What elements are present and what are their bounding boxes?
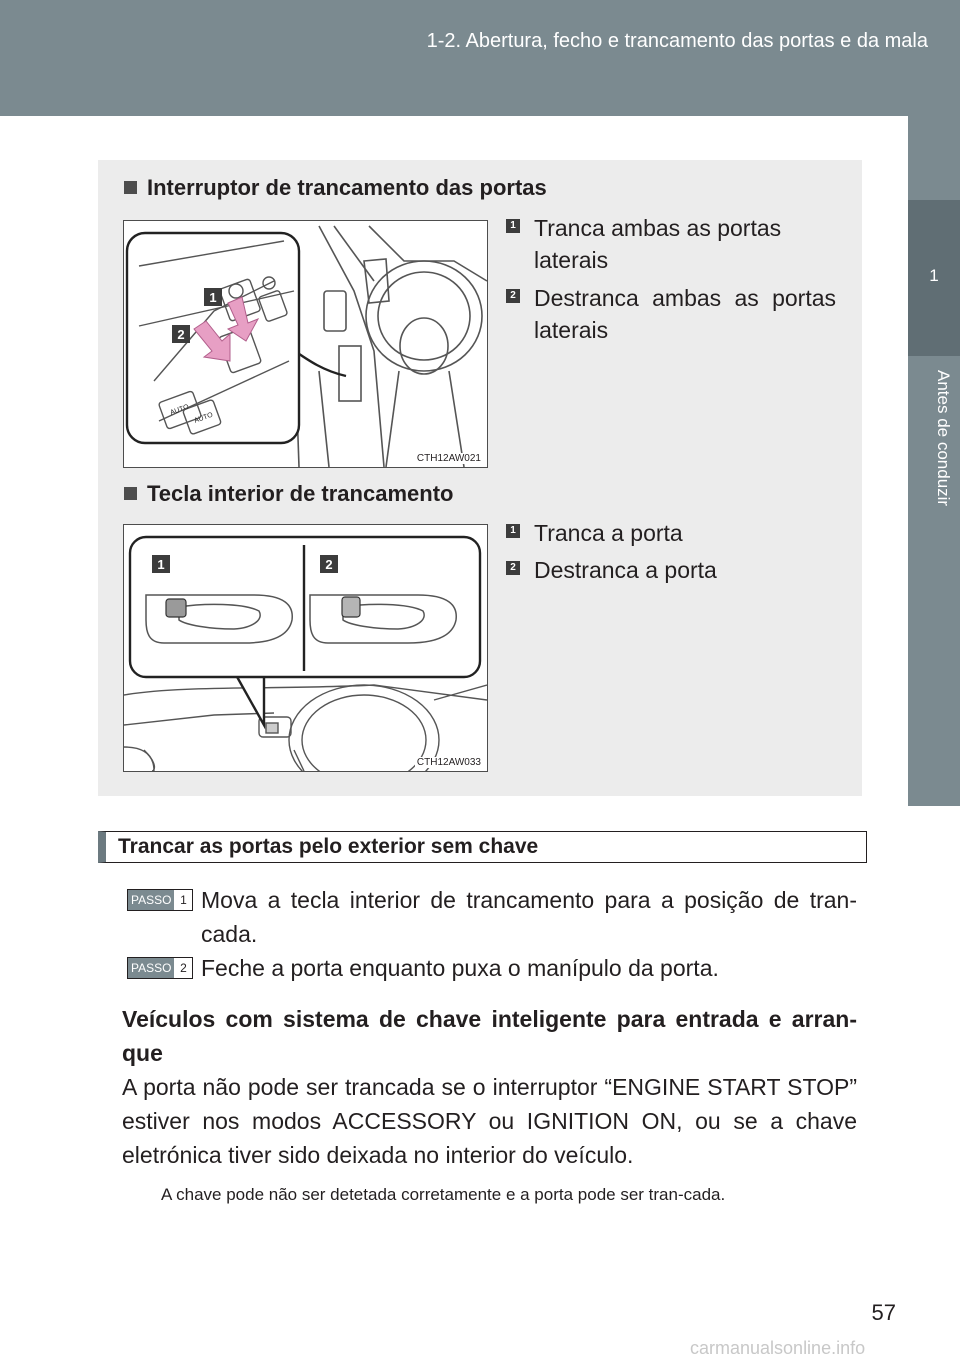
section-title-door-lock-switch: Interruptor de trancamento das portas [124,175,547,201]
item-number-badge: 2 [506,289,520,303]
procedure-heading: Trancar as portas pelo exterior sem chave [98,831,867,863]
smart-key-paragraph: A porta não pode ser trancada se o interruptor “ENGINE START STOP” estiver nos modos ACCESSORY ou IGNITION ON, ou se a chave eletrónica tiver sido deixada no interior do veículo. [122,1074,857,1168]
item-number-badge: 2 [506,561,520,575]
list-item: 1 Tranca a porta [506,517,836,549]
figure-code: CTH12AW033 [416,757,481,768]
callout-number-1: 1 [157,557,165,572]
side-tab-label: Antes de conduzir [934,370,953,507]
figure-code: CTH12AW021 [416,453,481,464]
inside-lock-button-figure [123,524,488,772]
inside-lock-button-illustration [124,525,487,771]
item-number-badge: 1 [506,524,520,538]
callout-number-2: 2 [177,327,185,342]
list-item: 2 Destranca a porta [506,554,836,586]
door-lock-switch-illustration [124,221,487,467]
callout-number-2: 2 [325,557,333,572]
lock-button-unlocked [342,597,360,617]
square-bullet-icon [124,181,137,194]
lock-button-locked [166,599,186,617]
side-tab-number: 1 [929,266,939,285]
chapter-title: 1-2. Abertura, fecho e trancamento das portas e da mala [426,30,928,52]
section-title-inside-lock-button: Tecla interior de trancamento [124,481,453,507]
note-text: A chave pode não ser detetada corretamente e a porta pode ser tran-cada. [161,1185,726,1204]
door-lock-switch-figure [123,220,488,468]
list-item: 2 Destranca ambas as portas laterais [506,282,836,346]
step-badge: PASSO 1 [127,889,193,911]
step-item: PASSO 1 Mova a tecla interior de trancamento para a posição de tran-cada. [127,883,857,951]
auto-label-1: AUTO [169,403,190,417]
footer-watermark: carmanualsonline.info [690,1338,866,1358]
list-item: 1 Tranca ambas as portas laterais [506,212,836,276]
page-number: 57 [871,1300,896,1325]
auto-label-2: AUTO [193,411,214,425]
step-badge: PASSO 2 [127,957,193,979]
page-header [0,0,960,116]
step-item: PASSO 2 Feche a porta enquanto puxa o manípulo da porta. [127,951,857,985]
item-number-badge: 1 [506,219,520,233]
smart-key-subheading: Veículos com sistema de chave inteligente para entrada e arran-que [122,1006,857,1066]
callout-number-1: 1 [209,290,217,305]
square-bullet-icon [124,487,137,500]
